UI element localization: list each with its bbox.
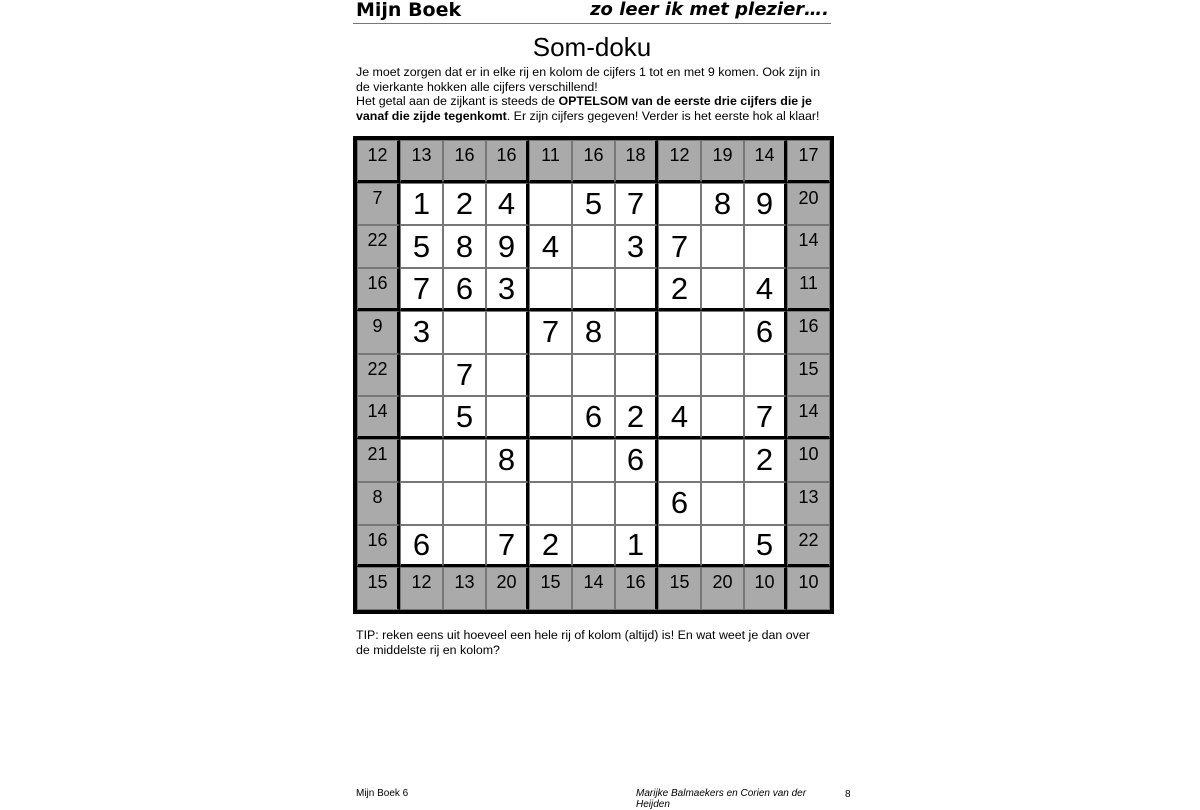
- grid-cell[interactable]: [486, 482, 529, 525]
- cell-digit: 3: [626, 228, 645, 264]
- cell-digit: 4: [755, 270, 774, 306]
- clue-number: 22: [367, 358, 388, 379]
- instructions-bold-text: OPTELSOM van de eerste drie cijfers die je vanaf die zijde tegenkomt: [356, 94, 812, 123]
- clue-number: 11: [799, 273, 818, 294]
- cell-digit: 7: [670, 228, 689, 264]
- clue-right: [787, 183, 830, 226]
- grid-cell[interactable]: [529, 525, 572, 568]
- clue-number: 16: [625, 572, 646, 593]
- clue-number: 21: [367, 444, 388, 465]
- grid-cell[interactable]: [572, 225, 615, 268]
- cell-digit: 4: [670, 398, 689, 434]
- corner-cell: [787, 140, 830, 183]
- cell-digit: 7: [626, 186, 645, 222]
- clue-bottom: [486, 567, 529, 610]
- grid-cell[interactable]: [529, 396, 572, 439]
- clue-left: [357, 482, 400, 525]
- instructions-text: Het getal aan de zijkant is steeds de: [356, 94, 559, 109]
- clue-bottom: [615, 567, 658, 610]
- grid-cell[interactable]: [658, 311, 701, 354]
- cell-digit: 4: [541, 228, 560, 264]
- page-number: 8: [845, 789, 851, 800]
- grid-cell[interactable]: [486, 396, 529, 439]
- clue-left: [357, 439, 400, 482]
- cell-digit: 5: [584, 186, 603, 222]
- grid-cell[interactable]: [529, 311, 572, 354]
- clue-number: 16: [367, 273, 388, 294]
- cell-digit: 2: [455, 186, 474, 222]
- clue-right: [787, 311, 830, 354]
- grid-cell[interactable]: [572, 311, 615, 354]
- grid-cell[interactable]: [443, 225, 486, 268]
- grid-cell[interactable]: [572, 354, 615, 397]
- grid-cell[interactable]: [701, 311, 744, 354]
- clue-number: 15: [798, 358, 819, 379]
- grid-cell[interactable]: [658, 268, 701, 311]
- clue-number: 12: [669, 145, 690, 165]
- clue-number: 20: [496, 572, 517, 593]
- grid-cell[interactable]: [443, 439, 486, 482]
- grid-cell[interactable]: [486, 225, 529, 268]
- clue-number: 13: [798, 486, 819, 507]
- grid-cell[interactable]: [658, 354, 701, 397]
- grid-cell[interactable]: [615, 311, 658, 354]
- cell-digit: 6: [412, 526, 431, 562]
- page-title: Som-doku: [532, 32, 652, 62]
- clue-bottom: [744, 567, 787, 610]
- clue-bottom: [572, 567, 615, 610]
- cell-digit: 3: [497, 270, 516, 306]
- grid-cell[interactable]: [443, 354, 486, 397]
- cell-digit: 7: [541, 314, 560, 350]
- grid-cell[interactable]: [615, 354, 658, 397]
- cell-digit: 5: [412, 228, 431, 264]
- grid-cell[interactable]: [529, 439, 572, 482]
- grid-cell[interactable]: [744, 482, 787, 525]
- cell-digit: 9: [755, 186, 774, 222]
- grid-cell[interactable]: [615, 482, 658, 525]
- cell-digit: 9: [497, 228, 516, 264]
- corner-cell: [787, 567, 830, 610]
- grid-cell[interactable]: [701, 354, 744, 397]
- clue-number: 14: [798, 401, 819, 422]
- grid-cell[interactable]: [572, 482, 615, 525]
- cell-digit: 8: [713, 186, 732, 222]
- clue-number: 18: [625, 145, 646, 165]
- cell-digit: 6: [626, 442, 645, 478]
- grid-cell[interactable]: [400, 225, 443, 268]
- cell-digit: 6: [755, 314, 774, 350]
- instructions-paragraph-2: [356, 94, 832, 123]
- grid-cell[interactable]: [400, 482, 443, 525]
- cell-digit: 8: [584, 314, 603, 350]
- grid-cell[interactable]: [443, 311, 486, 354]
- grid-cell[interactable]: [658, 525, 701, 568]
- cell-digit: 2: [626, 398, 645, 434]
- clue-left: [357, 311, 400, 354]
- clue-left: [357, 525, 400, 568]
- grid-cell[interactable]: [615, 439, 658, 482]
- grid-cell[interactable]: [400, 183, 443, 226]
- grid-cell[interactable]: [701, 482, 744, 525]
- somdoku-grid: [353, 136, 834, 614]
- grid-cell[interactable]: [486, 268, 529, 311]
- clue-bottom: [400, 567, 443, 610]
- grid-cell[interactable]: [744, 354, 787, 397]
- clue-number: 22: [798, 529, 819, 550]
- clue-top: [572, 140, 615, 183]
- cell-digit: 5: [455, 398, 474, 434]
- clue-number: 16: [798, 315, 819, 336]
- instructions-text-end: . Er zijn cijfers gegeven! Verder is het eerste hok al klaar!: [506, 108, 820, 123]
- grid-cell[interactable]: [486, 439, 529, 482]
- grid-cell[interactable]: [572, 439, 615, 482]
- grid-cell[interactable]: [400, 396, 443, 439]
- header-book-title: Mijn Boek: [356, 0, 462, 21]
- cell-digit: 6: [584, 398, 603, 434]
- clue-top: [701, 140, 744, 183]
- grid-cell[interactable]: [443, 482, 486, 525]
- clue-number: 8: [372, 486, 383, 507]
- clue-number: 16: [496, 145, 517, 165]
- grid-cell[interactable]: [701, 225, 744, 268]
- grid-cell[interactable]: [529, 225, 572, 268]
- clue-right: [787, 439, 830, 482]
- clue-number: 14: [754, 145, 775, 165]
- grid-cell[interactable]: [701, 183, 744, 226]
- clue-number: 13: [454, 572, 475, 593]
- clue-number: 10: [798, 572, 819, 593]
- grid-cell[interactable]: [400, 525, 443, 568]
- grid-cell[interactable]: [744, 268, 787, 311]
- grid-cell[interactable]: [701, 525, 744, 568]
- cell-digit: 2: [670, 270, 689, 306]
- cell-digit: 1: [626, 526, 645, 562]
- grid-cell[interactable]: [744, 183, 787, 226]
- corner-cell: [357, 567, 400, 610]
- grid-cell[interactable]: [572, 183, 615, 226]
- grid-cell[interactable]: [486, 183, 529, 226]
- clue-number: 16: [454, 145, 475, 165]
- cell-digit: 7: [497, 526, 516, 562]
- footer-authors: Marijke Balmaekers en Corien van der Heijden: [636, 788, 807, 810]
- clue-number: 14: [367, 401, 388, 422]
- clue-top: [529, 140, 572, 183]
- grid-cell[interactable]: [529, 482, 572, 525]
- worksheet-page: [353, 0, 851, 810]
- clue-number: 19: [712, 145, 733, 165]
- clue-top: [658, 140, 701, 183]
- grid-cell[interactable]: [615, 396, 658, 439]
- clue-right: [787, 482, 830, 525]
- grid-cell[interactable]: [400, 311, 443, 354]
- clue-number: 15: [540, 572, 561, 593]
- grid-cell[interactable]: [701, 396, 744, 439]
- grid-cell[interactable]: [486, 354, 529, 397]
- grid-cell[interactable]: [615, 183, 658, 226]
- page-header: [353, 0, 831, 24]
- grid-cell[interactable]: [443, 525, 486, 568]
- clue-number: 13: [411, 145, 432, 165]
- grid-cell[interactable]: [658, 439, 701, 482]
- clue-number: 15: [367, 572, 388, 593]
- clue-number: 11: [541, 145, 560, 165]
- cell-digit: 1: [412, 186, 431, 222]
- cell-digit: 5: [755, 526, 774, 562]
- clue-top: [615, 140, 658, 183]
- clue-number: 12: [411, 572, 432, 593]
- cell-digit: 3: [412, 314, 431, 350]
- clue-number: 14: [583, 572, 604, 593]
- clue-bottom: [529, 567, 572, 610]
- clue-number: 15: [669, 572, 690, 593]
- grid-cell[interactable]: [658, 396, 701, 439]
- grid-cell[interactable]: [486, 525, 529, 568]
- clue-top: [443, 140, 486, 183]
- grid-cell[interactable]: [744, 225, 787, 268]
- cell-digit: 7: [455, 356, 474, 392]
- clue-right: [787, 268, 830, 311]
- clue-number: 10: [798, 444, 819, 465]
- grid-cell[interactable]: [443, 268, 486, 311]
- clue-left: [357, 225, 400, 268]
- grid-cell[interactable]: [572, 268, 615, 311]
- grid-cell[interactable]: [443, 183, 486, 226]
- clue-top: [486, 140, 529, 183]
- grid-cell[interactable]: [615, 225, 658, 268]
- cell-digit: 4: [497, 186, 516, 222]
- clue-right: [787, 354, 830, 397]
- clue-number: 20: [798, 187, 819, 208]
- instructions: [356, 65, 832, 123]
- clue-number: 22: [367, 230, 388, 251]
- cell-digit: 8: [455, 228, 474, 264]
- grid-cell[interactable]: [658, 225, 701, 268]
- cell-digit: 2: [541, 526, 560, 562]
- clue-left: [357, 396, 400, 439]
- clue-right: [787, 396, 830, 439]
- cell-digit: 8: [497, 442, 516, 478]
- clue-number: 14: [798, 230, 819, 251]
- clue-left: [357, 354, 400, 397]
- grid-cell[interactable]: [744, 525, 787, 568]
- clue-right: [787, 225, 830, 268]
- footer-book: Mijn Boek 6: [356, 788, 409, 799]
- clue-top: [744, 140, 787, 183]
- grid-cell[interactable]: [529, 183, 572, 226]
- grid-cell[interactable]: [529, 268, 572, 311]
- cell-digit: 7: [755, 398, 774, 434]
- grid-cell[interactable]: [658, 482, 701, 525]
- grid-cell[interactable]: [615, 525, 658, 568]
- clue-number: 16: [367, 529, 388, 550]
- cell-digit: 7: [412, 270, 431, 306]
- grid-cell[interactable]: [658, 183, 701, 226]
- grid-cell[interactable]: [400, 268, 443, 311]
- clue-number: 16: [583, 145, 604, 165]
- clue-bottom: [701, 567, 744, 610]
- grid-cell[interactable]: [744, 396, 787, 439]
- grid-cell[interactable]: [400, 439, 443, 482]
- clue-number: 17: [798, 145, 819, 165]
- grid-cell[interactable]: [400, 354, 443, 397]
- clue-number: 7: [372, 187, 383, 208]
- clue-right: [787, 525, 830, 568]
- tip-text: TIP: reken eens uit hoeveel een hele rij of kolom (altijd) is! En wat weet je dan over de middelste rij en kolom?: [356, 628, 810, 657]
- grid-cell[interactable]: [529, 354, 572, 397]
- clue-number: 9: [372, 315, 383, 336]
- grid-cell[interactable]: [615, 268, 658, 311]
- clue-number: 12: [367, 145, 388, 165]
- clue-number: 20: [712, 572, 733, 593]
- grid-cell[interactable]: [572, 525, 615, 568]
- grid-cell[interactable]: [486, 311, 529, 354]
- grid-cell[interactable]: [701, 268, 744, 311]
- grid-cell[interactable]: [572, 396, 615, 439]
- grid-cell[interactable]: [744, 439, 787, 482]
- grid-cell[interactable]: [443, 396, 486, 439]
- instructions-paragraph-1: Je moet zorgen dat er in elke rij en kolom de cijfers 1 tot en met 9 komen. Ook zijn in de vierkante hokken alle cijfers verschillend!: [356, 65, 821, 94]
- corner-cell: [357, 140, 400, 183]
- grid-cell[interactable]: [744, 311, 787, 354]
- cell-digit: 6: [670, 485, 689, 521]
- clue-bottom: [658, 567, 701, 610]
- grid-cell[interactable]: [701, 439, 744, 482]
- clue-left: [357, 183, 400, 226]
- cell-digit: 6: [455, 270, 474, 306]
- clue-left: [357, 268, 400, 311]
- clue-bottom: [443, 567, 486, 610]
- cell-digit: 2: [755, 442, 774, 478]
- clue-top: [400, 140, 443, 183]
- clue-number: 10: [754, 572, 775, 593]
- header-slogan: zo leer ik met plezier….: [590, 0, 829, 20]
